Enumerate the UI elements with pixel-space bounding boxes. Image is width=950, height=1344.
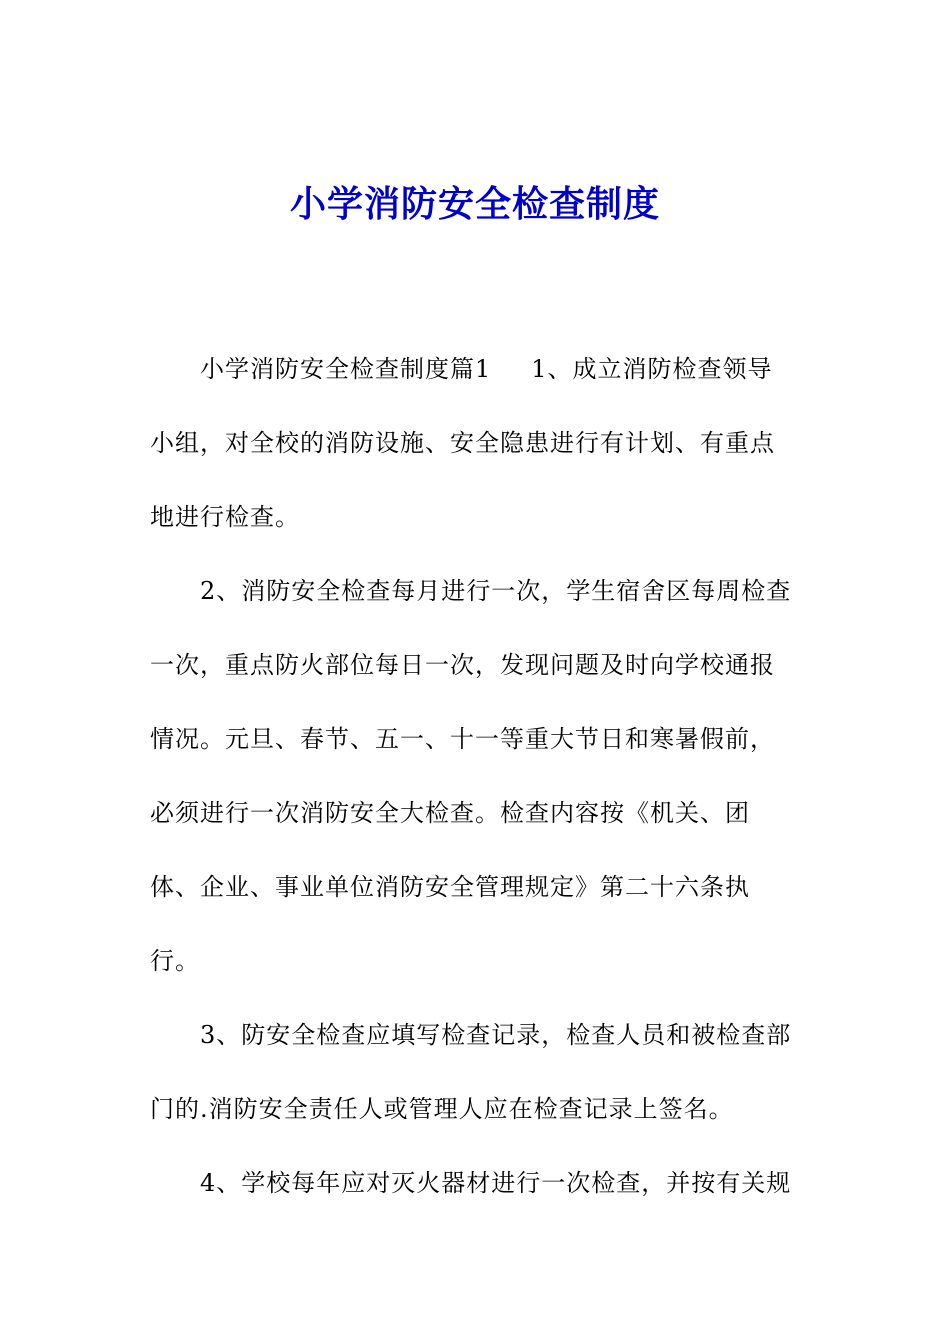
- text-line: 小组，对全校的消防设施、安全隐患进行有计划、有重点: [150, 429, 775, 457]
- text-line: 必须进行一次消防安全大检查。检查内容按《机关、团: [150, 799, 750, 827]
- document-title: 小学消防安全检查制度: [289, 183, 660, 225]
- text-line-main: 小学消防安全检查制度篇1: [200, 355, 492, 383]
- text-line: 4、学校每年应对灭火器材进行一次检查，并按有关规: [200, 1169, 792, 1197]
- text-line: [150, 332, 810, 406]
- text-line: 地进行检查。: [150, 503, 300, 531]
- text-line: 情况。元旦、春节、五一、十一等重大节日和寒暑假前，: [150, 725, 775, 753]
- text-line-tail: 1、成立消防检查领导: [531, 355, 773, 383]
- text-line: 体、企业、事业单位消防安全管理规定》第二十六条执: [150, 873, 750, 901]
- text-line: 2、消防安全检查每月进行一次，学生宿舍区每周检查: [200, 577, 792, 605]
- text-line: 一次，重点防火部位每日一次，发现问题及时向学校通报: [150, 651, 775, 679]
- text-line: 门的.消防安全责任人或管理人应在检查记录上签名。: [150, 1095, 734, 1123]
- text-line: 行。: [150, 947, 200, 975]
- document-body: [150, 332, 810, 1220]
- text-line: 3、防安全检查应填写检查记录，检查人员和被检查部: [200, 1021, 792, 1049]
